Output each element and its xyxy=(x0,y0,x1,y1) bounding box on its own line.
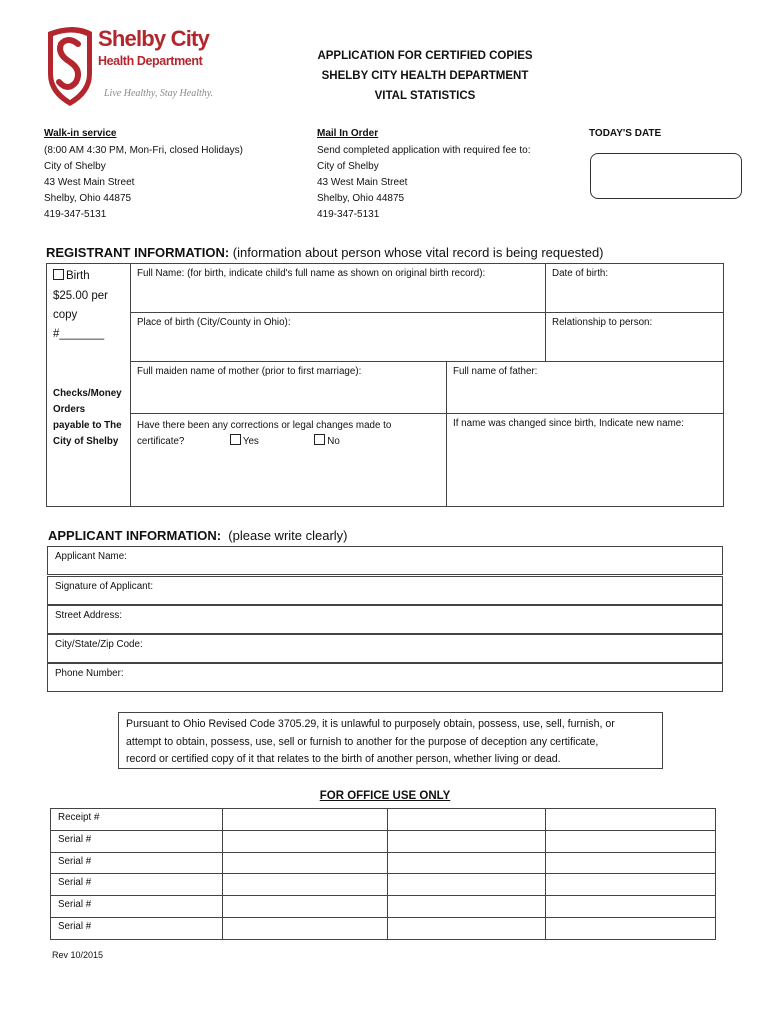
birth-checkbox[interactable] xyxy=(53,269,64,280)
copies-count-field[interactable]: #_______ xyxy=(53,328,105,340)
office-cell[interactable] xyxy=(223,830,388,852)
table-row xyxy=(51,874,716,896)
checks-note-line1: Checks/Money xyxy=(53,388,122,399)
office-cell[interactable] xyxy=(388,852,546,874)
serial-label: Serial # xyxy=(58,899,92,911)
applicant-heading xyxy=(48,528,348,543)
new-name-field[interactable] xyxy=(446,413,724,507)
walkin-city: City of Shelby xyxy=(44,161,106,172)
table-row xyxy=(51,917,716,939)
phone-number-field[interactable] xyxy=(47,663,723,692)
mail-phone: 419-347-5131 xyxy=(317,209,380,220)
father-name-label: Full name of father: xyxy=(453,366,538,377)
table-row xyxy=(51,896,716,918)
revision-label: Rev 10/2015 xyxy=(52,950,104,960)
mail-city: City of Shelby xyxy=(317,161,379,172)
mail-instruction: Send completed application with required fee to: xyxy=(317,145,531,156)
birth-label: Birth xyxy=(66,270,90,282)
price-label: $25.00 per xyxy=(53,290,108,302)
office-cell[interactable] xyxy=(388,896,546,918)
checks-note-line4: City of Shelby xyxy=(53,436,119,447)
office-cell[interactable] xyxy=(223,896,388,918)
office-cell[interactable] xyxy=(546,917,716,939)
date-of-birth-field[interactable] xyxy=(545,263,724,313)
walkin-heading: Walk-in service xyxy=(44,128,117,139)
walkin-state: Shelby, Ohio 44875 xyxy=(44,193,132,204)
office-cell[interactable] xyxy=(546,896,716,918)
mail-state: Shelby, Ohio 44875 xyxy=(317,193,405,204)
form-title: APPLICATION FOR CERTIFIED COPIES xyxy=(317,50,533,62)
street-address-label: Street Address: xyxy=(55,610,122,621)
serial-label-cell xyxy=(51,874,223,896)
office-use-heading: FOR OFFICE USE ONLY xyxy=(319,790,451,802)
office-cell[interactable] xyxy=(388,809,546,831)
walkin-phone: 419-347-5131 xyxy=(44,209,107,220)
legal-line2: attempt to obtain, possess, use, sell or furnish to another for the purpose of deception any certificate, xyxy=(126,735,599,748)
applicant-name-label: Applicant Name: xyxy=(55,551,127,562)
applicant-heading-label: APPLICANT INFORMATION: xyxy=(48,528,222,543)
department-title: SHELBY CITY HEALTH DEPARTMENT xyxy=(321,70,529,82)
serial-label: Serial # xyxy=(58,833,92,845)
mother-name-label: Full maiden name of mother (prior to first marriage): xyxy=(137,366,362,377)
walkin-hours: (8:00 AM 4:30 PM, Mon-Fri, closed Holidays) xyxy=(44,145,243,156)
place-of-birth-label: Place of birth (City/County in Ohio): xyxy=(137,317,291,328)
todays-date-label: TODAY'S DATE xyxy=(589,128,662,139)
office-cell[interactable] xyxy=(546,809,716,831)
office-cell[interactable] xyxy=(546,852,716,874)
logo-subtitle: Health Department xyxy=(98,54,203,68)
logo-name: Shelby City xyxy=(98,26,210,51)
serial-label-cell xyxy=(51,852,223,874)
checks-note-line2: Orders xyxy=(53,404,86,415)
legal-line3: record or certified copy of it that relates to the birth of another person, whether living or dead. xyxy=(126,753,561,765)
applicant-signature-label: Signature of Applicant: xyxy=(55,581,154,592)
office-cell[interactable] xyxy=(388,830,546,852)
no-checkbox[interactable] xyxy=(314,434,325,445)
corrections-cell xyxy=(130,413,447,507)
birth-fee-cell xyxy=(46,263,131,507)
date-of-birth-label: Date of birth: xyxy=(552,268,609,279)
serial-label-cell xyxy=(51,896,223,918)
table-row xyxy=(51,830,716,852)
phone-number-label: Phone Number: xyxy=(55,668,124,679)
applicant-signature-field[interactable] xyxy=(47,576,723,605)
place-of-birth-field[interactable] xyxy=(130,312,546,362)
serial-label: Serial # xyxy=(58,855,92,867)
legal-notice xyxy=(118,712,663,769)
applicant-name-field[interactable] xyxy=(47,546,723,575)
serial-label-cell xyxy=(51,830,223,852)
office-cell[interactable] xyxy=(546,830,716,852)
receipt-label: Receipt # xyxy=(58,812,100,823)
office-cell[interactable] xyxy=(388,874,546,896)
father-name-field[interactable] xyxy=(446,361,724,414)
full-name-field[interactable] xyxy=(130,263,546,313)
office-cell[interactable] xyxy=(223,874,388,896)
corrections-label-cont: certificate? xyxy=(137,436,185,447)
mail-street: 43 West Main Street xyxy=(317,177,408,188)
full-name-label: Full Name: (for birth, indicate child's full name as shown on original birth record): xyxy=(137,268,486,279)
yes-checkbox[interactable] xyxy=(230,434,241,445)
checks-note-line3: payable to The xyxy=(53,420,122,431)
yes-label: Yes xyxy=(242,436,259,447)
new-name-label: If name was changed since birth, Indicate new name: xyxy=(453,418,684,429)
relationship-field[interactable] xyxy=(545,312,724,362)
applicant-heading-note: (please write clearly) xyxy=(221,528,348,543)
serial-label-cell xyxy=(51,917,223,939)
registrant-heading-note: (information about person whose vital record is being requested) xyxy=(229,245,604,260)
office-cell[interactable] xyxy=(223,809,388,831)
office-cell[interactable] xyxy=(223,917,388,939)
street-address-field[interactable] xyxy=(47,605,723,634)
logo-tagline: Live Healthy, Stay Healthy. xyxy=(104,88,214,99)
corrections-label: Have there been any corrections or legal changes made to xyxy=(137,420,392,431)
table-row xyxy=(51,852,716,874)
table-row xyxy=(51,809,716,831)
city-state-zip-label: City/State/Zip Code: xyxy=(55,639,143,650)
mail-heading: Mail In Order xyxy=(317,128,379,139)
mother-name-field[interactable] xyxy=(130,361,447,414)
division-title: VITAL STATISTICS xyxy=(374,90,476,102)
office-cell[interactable] xyxy=(223,852,388,874)
registrant-heading-label: REGISTRANT INFORMATION: xyxy=(46,245,230,260)
office-use-table xyxy=(50,808,716,940)
relationship-label: Relationship to person: xyxy=(552,317,653,328)
price-unit-label: copy xyxy=(53,309,78,321)
office-cell[interactable] xyxy=(388,917,546,939)
walkin-street: 43 West Main Street xyxy=(44,177,135,188)
serial-label: Serial # xyxy=(58,877,92,889)
registrant-heading xyxy=(46,245,604,260)
office-cell[interactable] xyxy=(546,874,716,896)
no-label: No xyxy=(327,436,340,447)
todays-date-field[interactable] xyxy=(590,153,742,199)
receipt-label-cell xyxy=(51,809,223,831)
city-state-zip-field[interactable] xyxy=(47,634,723,663)
serial-label: Serial # xyxy=(58,920,92,932)
legal-line1: Pursuant to Ohio Revised Code 3705.29, it is unlawful to purposely obtain, possess, use, sell, furnish, or xyxy=(126,718,615,730)
